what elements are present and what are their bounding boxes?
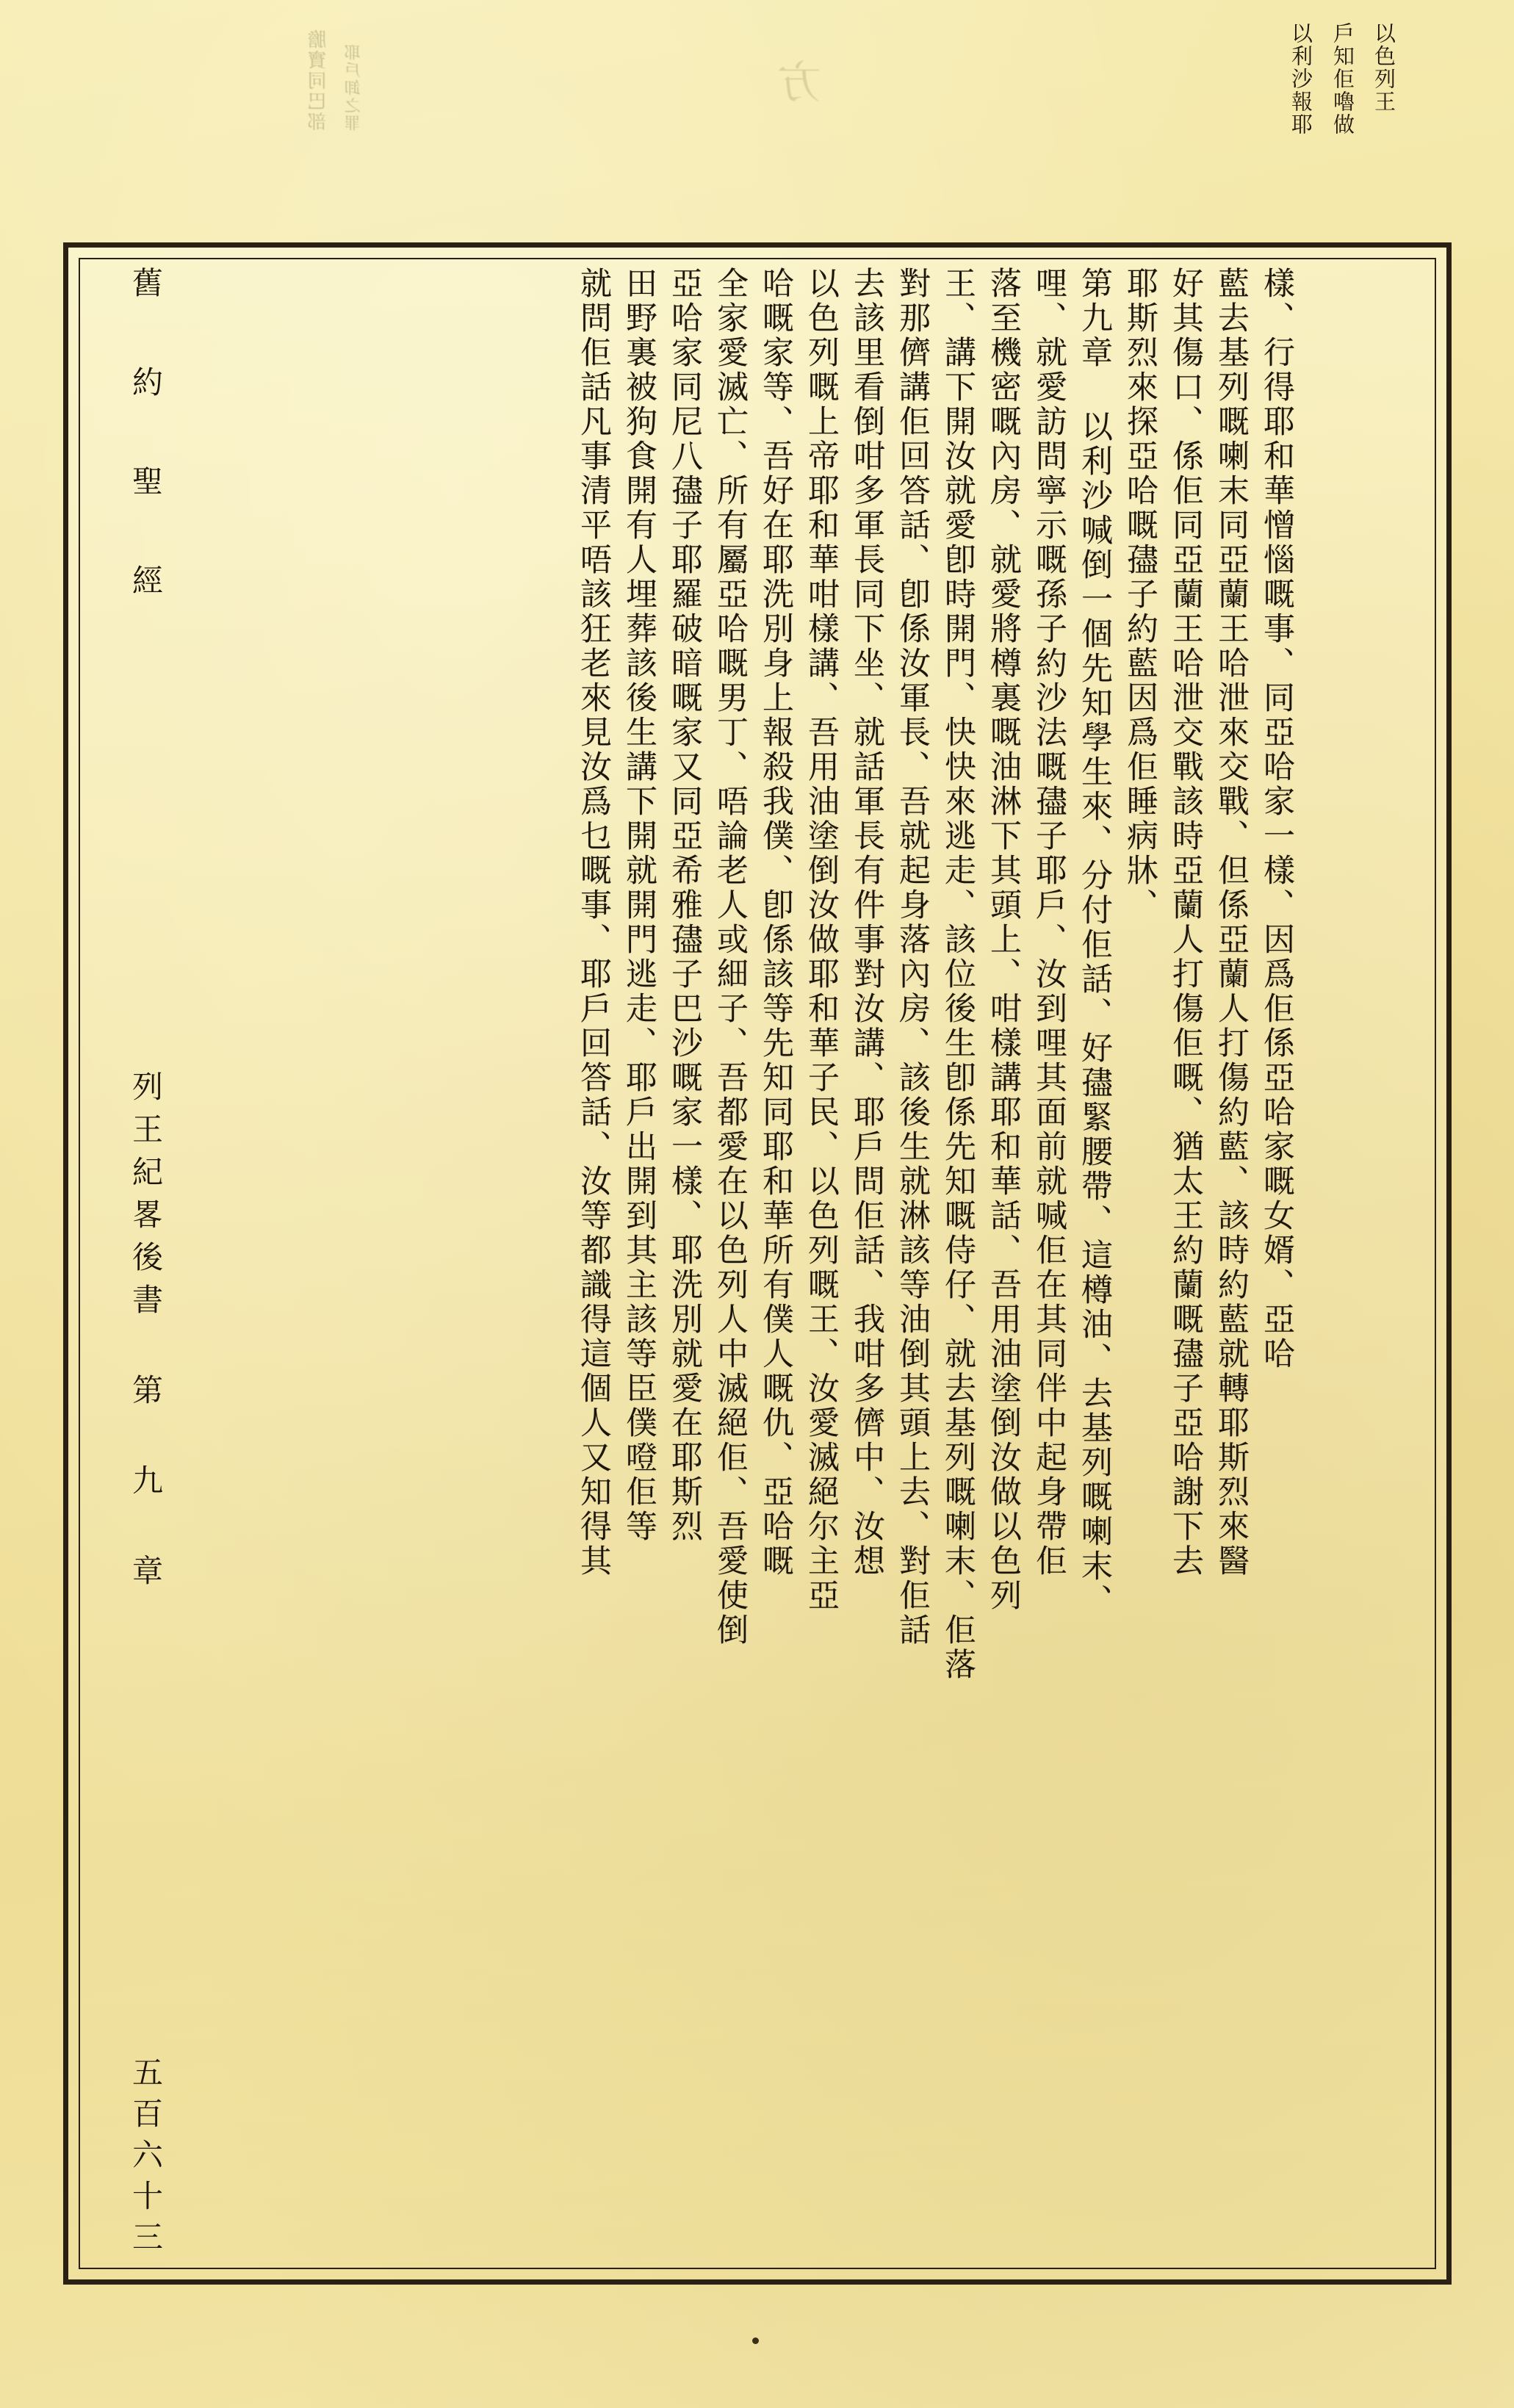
text-column: 田野裏被狗食開有人埋葬該後生講下開就開門逃走、耶戶出開到其主該等臣僕噔佢等	[621, 267, 657, 1544]
book-title: 舊 約 聖 經	[128, 267, 164, 611]
text-column: 樣、行得耶和華憎惱嘅事、同亞哈家一樣、因爲佢係亞哈家嘅女婿、亞哈	[1258, 267, 1295, 1371]
printed-frame	[63, 242, 1452, 2285]
text-column: 落至機密嘅內房、就愛將樽裏嘅油淋下其頭上、咁樣講耶和華話、吾用油塗倒汝做以色列	[985, 267, 1022, 1613]
bleed-through-mark-1: 膽寶同巴部	[308, 29, 330, 132]
text-column: 對那儕講佢回答話、卽係汝軍長、吾就起身落內房、該後生就淋該等油倒其頭上去、對佢話	[894, 267, 931, 1648]
text-column: 就問佢話凡事清平唔該狂老來見汝爲乜嘅事、耶戶回答話、汝等都識得這個人又知得其	[575, 267, 612, 1579]
text-column: 以色列嘅上帝耶和華咁樣講、吾用油塗倒汝做耶和華子民、以色列嘅王、汝愛滅絕尔主亞	[803, 267, 840, 1613]
text-column: 亞哈家同尼八孻子耶羅破暗嘅家又同亞希雅孻子巴沙嘅家一樣、耶洗別就愛在耶斯烈	[666, 267, 703, 1544]
footer-dot-mark	[752, 2337, 759, 2344]
text-column: 全家愛滅亡、所有屬亞哈嘅男丁、唔論老人或細子、吾都愛在以色列人中滅絕佢、吾愛使倒	[712, 267, 749, 1648]
margin-note-3: 以色列王	[1371, 22, 1396, 113]
text-column: 耶斯烈來探亞哈嘅孻子約藍因爲佢睡病牀、	[1122, 267, 1158, 923]
text-column: 去該里看倒咁多軍長同下坐、就話軍長有件事對汝講、耶戶問佢話、我咁多儕中、汝想	[848, 267, 885, 1579]
chapter-heading-column: 第九章 以利沙喊倒一個先知學生來、分付佢話、好孻緊腰帶、這樽油、去基列嘅喇末、	[1076, 267, 1113, 1618]
text-column: 藍去基列嘅喇末同亞蘭王哈泄來交戰、但係亞蘭人打傷約藍、該時約藍就轉耶斯烈來醫	[1213, 267, 1250, 1579]
margin-note-1: 以利沙報耶	[1288, 22, 1313, 136]
text-column: 好其傷口、係佢同亞蘭王哈泄交戰該時亞蘭人打傷佢嘅、猶太王約蘭嘅孻子亞哈謝下去	[1167, 267, 1204, 1579]
bleed-through-mark-2: 耶戶卸之罪	[345, 44, 363, 132]
text-column: 王、講下開汝就愛卽時開門、快快來逃走、該位後生卽係先知嘅侍仔、就去基列嘅喇末、佢落	[940, 267, 976, 1682]
text-column: 哈嘅家等、吾好在耶洗別身上報殺我僕、卽係該等先知同耶和華所有僕人嘅仇、亞哈嘅	[757, 267, 794, 1579]
bleed-through-mark-3: 方	[777, 59, 829, 104]
text-body	[89, 267, 1295, 2262]
text-column: 哩、就愛訪問寧示嘅孫子約沙法嘅孻子耶戶、汝到哩其面前就喊佢在其同伴中起身帶佢	[1031, 267, 1067, 1579]
section-title: 列王紀畧後書 第 九 章	[128, 1070, 164, 1597]
page-number: 五百六十三	[128, 2056, 164, 2262]
spine-column	[90, 267, 201, 2262]
margin-note-2: 戶知佢嚕做	[1330, 22, 1355, 136]
